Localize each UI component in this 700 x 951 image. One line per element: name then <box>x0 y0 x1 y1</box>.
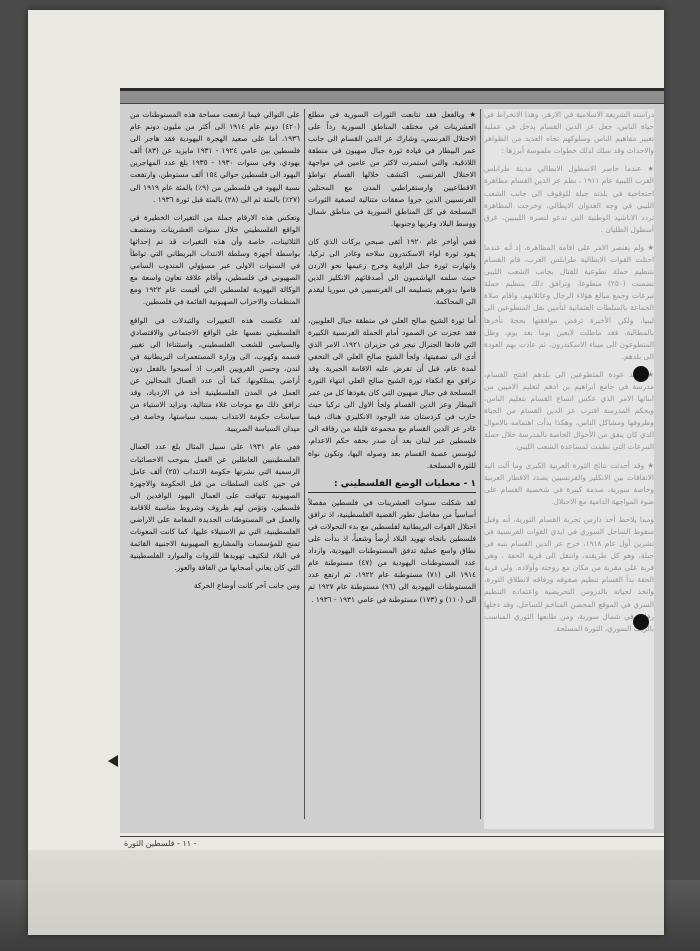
page-fold-shadow <box>28 850 664 935</box>
paragraph: أما ثورة الشيخ صالح العلي في منطقة جبال العلويين، فقد عجزت عن الصمود أمام الحملة الفرنسية الكبيرة التي قادها الجنرال نيجر في حزيران ١٩٢١، الامر الذي أدى الى تصفيتها، ولجأ الشيخ صالح العلي الى التخفي لمدة عام، قبل أن تفرض عليه الاقامة الجبرية. وقد ترافق مع انكفاء ثورة الشيخ صالح العلي انتهاء الثورة المسلحة في جبال صهيون التي كان يقودها كل من عمر البيطار وعز الدين القسام ولجأ الاول الى تركيا حيث حارب في كردستان ضد الوجود الانكليزي هناك، فيما غادر عز الدين القسام مع مجموعة قليلة من رفاقه الى فلسطين عبر لبنان بعد أن صدر بحقه حكم الاعدام، ليؤسس عصبة القسام بعد وصوله اليها، وتكون نواة للثورة المسلحة. <box>308 315 476 470</box>
paragraph: وتعكس هذه الارقام جملة من التغيرات الخطيرة في الواقع الفلسطيني خلال سنوات العشرينات ومنتصف الثلاثينات، خاصة وأن هذه التغيرات قد تم إحداثها بواسطة أجهزة وسلطة الانتداب البريطاني التي تواطأ في السنوات الاولى عبر مسؤولي المندوب السامي الصهيوني في فلسطين، وأقام علاقة تعاون واسعة مع الوكالة اليهودية لفلسطين التي أقيمت عام ١٩٢٢ ومع المنظمات والاحزاب الصهيونية القائمة في فلسطين. <box>130 212 300 307</box>
paragraph: لقد شكلت سنوات العشرينات في فلسطين مفصلاً أساسياً من مفاصل تطور القضية الفلسطينية، اذ ترافق احتلال القوات البريطانية لفلسطين مع بدء التحولات في فلسطين باتجاه تهويد البلاد أرضاً وشعباً، اذ بدأت على نطاق واسع عملية تدفق المستوطنات اليهودية، وازداد عدد المستوطنات اليهودية من (٤٧) مستوطنة عام ١٩١٤ الى (٧١) مستوطنة عام ١٩٢٢، ثم ارتفع عدد المستوطنات اليهودية الى (٩٦) مستوطنة عام ١٩٢٧ ثم الى (١١٠) و (١٧٣) مستوطنة في عامي ١٩٣١ - ١٩٣٦ . <box>308 497 476 604</box>
faded-scan-area <box>484 109 654 829</box>
article-clipping <box>120 88 664 833</box>
column-middle <box>308 109 476 829</box>
paragraph: ففي أواخر عام ١٩٢٠ أثقى صبحي بركات الذي كان يقود ثورة لواء الاسكندرون سلاحه وغادر الى تركيا، وانهارت ثورة جبل الزاوية وخرج زعيمها نحو الاردن حيث سلمه الهاشميون الى أصدقائهم الانكليز الذين قاموا بدورهم بتسليمه الى الفرنسيين في سوريا ليقدم الى المحاكمة. <box>308 236 476 307</box>
paragraph: ★ وبالفعل فقد تتابعت الثورات السورية في مطلع العشرينات في مختلف المناطق السورية رداً على الاحتلال الفرنسي، وشارك عز الدين القسام الى جانب عمر البيطار في قيادة ثورة جبال صهيون في منطقة اللاذقية، والتي استمرت لاكثر من عامين في مواجهة الاحتلال الفرنسي. اكتشف خلالها القسام تواطؤ الاقطاعيين وارستقراطيي المدن مع المحتلين الفرنسيين الذين جروا صفقات متتالية لتصفية الثورات المسلحة في كل المناطق السورية في مناطق شمال ووسط البلاد وغربها وجنوبها. <box>308 110 476 228</box>
clipping-top-bar <box>120 91 664 104</box>
column-rule-1 <box>480 109 481 819</box>
page-label: - ١١ - فلسطين الثورة <box>124 839 197 848</box>
paragraph: على التوالي فيما ارتفعت مساحة هذه المستوطنات من (٤٢٠) دونم عام ١٩١٤ الى أكثر من مليون دونم عام ١٩٣٦، أما على صعيد الهجرة اليهودية فقد هاجر الى فلسطين بين عامي ١٩٢٤ - ١٩٣١ مايزيد عن (٨٣) ألف يهودي، وفي سنوات ١٩٣٠ - ١٩٣٥ بلغ عدد المهاجرين اليهود الى فلسطين حوالي ١٥٤ ألف مستوطن، وارتفعت نسبة اليهود في فلسطين من (٩٪) بالمئة عام ١٩١٩ الى (٢٧٪) بالمئة ثم الى (٢٨) بالمئة قبل ثورة ١٩٣٦ . <box>130 110 300 204</box>
paragraph: ومن جانب آخر كانت أوضاع الحركة <box>193 581 300 591</box>
punch-hole <box>633 614 649 630</box>
scanned-page <box>28 10 664 935</box>
margin-arrow-icon <box>108 755 118 767</box>
column-rule-2 <box>304 109 305 819</box>
paragraph: لقد عكست هذه التغييرات والتبدلات في الواقع الفلسطيني نفسها على الواقع الاجتماعي والاقتصادي والسياسي للشعب الفلسطيني، واستثناءا الى تغيير قسمه وكهوب، الى وزارة المستعمرات البريطانية في لندن، وحسن القرويين العرب اذ أصبحوا بالفعل دون أراضي يمتلكونها، كما أن عدد العمال المحالين عن العمل في المدن الفلسطينية أخذ في الازدياد، وقد ترافق ذلك مع موجات غلاء متتالية، وتزايد الاستياء من سياسات حكومة الانتداب بسبب سياستها، وخاصة في ميدان السياسة الضريبية. <box>130 315 300 434</box>
column-left <box>130 109 300 829</box>
section-heading: ١ - معطيات الوضع الفلسطيني : <box>308 478 476 493</box>
paragraph: ففي عام ١٩٣١ على سبيل المثال بلغ عدد العمال الفلسطينيين العاطلين عن العمل بموجب الاحصائيات الرسمية التي نشرتها حكومة الانتداب (٢٥) ألف عامل في حين كانت السلطات من قبل الحكومة والاجهزة الصهيونية تتهافت على العمال اليهود الوافدين الى فلسطين، وتؤمن لهم ظروف وشروط مناسبة للاقامة والعمل في المستوطنات الجديدة المقامة على الاراضي الفلسطينية، التي تم الاستيلاء عليها، كما كانت المعونات تمنح للمؤسسات والمشاريع الصهيونية الاجنبية القائمة في البلاد لتكثيف تهويدها للثروات والموارد الفلسطينية التي كان يعاني أصحابها من الفاقة والعوز. <box>130 442 300 573</box>
punch-hole <box>633 366 649 382</box>
page-footer <box>120 836 664 853</box>
